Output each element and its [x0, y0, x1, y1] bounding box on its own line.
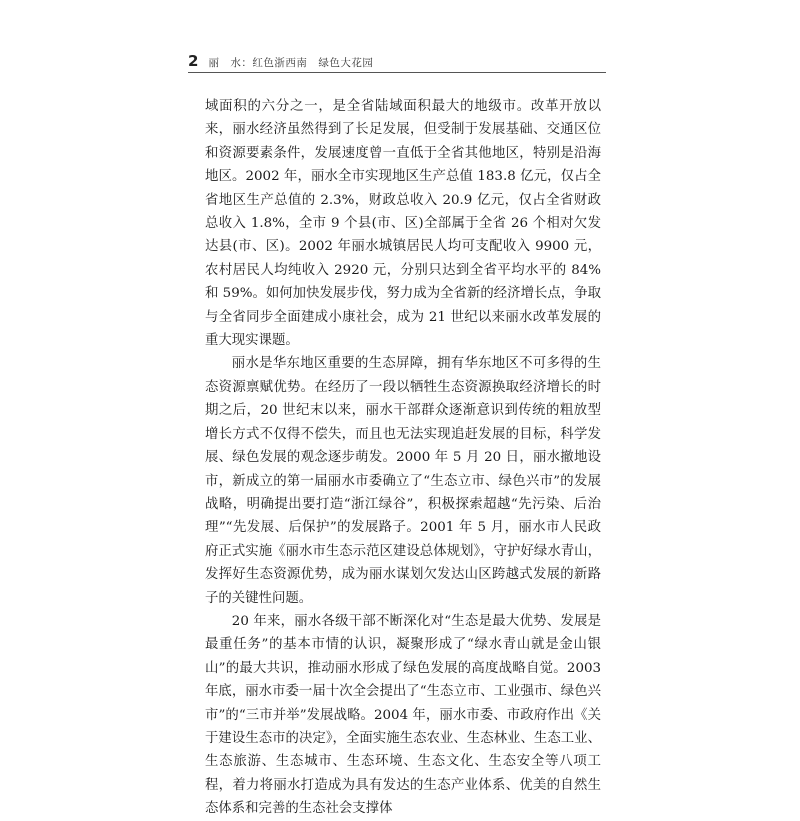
running-header [188, 52, 608, 70]
body-text [205, 95, 601, 821]
paragraph: 丽水是华东地区重要的生态屏障，拥有华东地区不可多得的生态资源禀赋优势。在经历了一段以牺牲生态资源换取经济增长的时期之后，20 世纪末以来，丽水干部群众逐渐意识到传统的粗放型增长方式不仅得不偿失，而且也无法实现追赶发展的目标，科学发展、绿色发展的观念逐步萌发。2000 年 5 月 20 日，丽水撤地设市，新成立的第一届丽水市委确立了“生态立市、绿色兴市”的发展战略，明确提出要打造“浙江绿谷”，积极探索超越“先污染、后治理”“先发展、后保护”的发展路子。2001 年 5 月，丽水市人民政府正式实施《丽水市生态示范区建设总体规划》，守护好绿水青山，发挥好生态资源优势，成为丽水谋划欠发达山区跨越式发展的新路子的关键性问题。 [205, 356, 601, 606]
header-rule [188, 72, 606, 73]
running-title: 丽 水：红色浙西南 绿色大花园 [208, 57, 374, 69]
paragraph: 域面积的六分之一，是全省陆域面积最大的地级市。改革开放以来，丽水经济虽然得到了长足发展，但受制于发展基础、交通区位和资源要素条件，发展速度曾一直低于全省其他地区，特别是沿海地区。2002 年，丽水全市实现地区生产总值 183.8 亿元，仅占全省地区生产总值的 2.3%，财政总收入 20.9 亿元，仅占全省财政总收入 1.8%，全市 9 个县(市、区)全部属于全省 26 个相对欠发达县(市、区)。2002 年丽水城镇居民人均可支配收入 9900 元，农村居民人均纯收入 2920 元，分别只达到全省平均水平的 84% 和 59%。如何加快发展步伐，努力成为全省新的经济增长点，争取与全省同步全面建成小康社会，成为 21 世纪以来丽水改革发展的重大现实课题。 [205, 99, 601, 349]
page-number: 2 [188, 52, 199, 70]
paragraph: 20 年来，丽水各级干部不断深化对“生态是最大优势、发展是最重任务”的基本市情的认识，凝聚形成了“绿水青山就是金山银山”的最大共识，推动丽水形成了绿色发展的高度战略自觉。2003 年底，丽水市委一届十次全会提出了“生态立市、工业强市、绿色兴市”的“三市并举”发展战略。2004 年，丽水市委、市政府作出《关于建设生态市的决定》，全面实施生态农业、生态林业、生态工业、生态旅游、生态城市、生态环境、生态文化、生态安全等八项工程，着力将丽水打造成为具有发达的生态产业体系、优美的自然生态体系和完善的生态社会支撑体 [205, 613, 601, 817]
